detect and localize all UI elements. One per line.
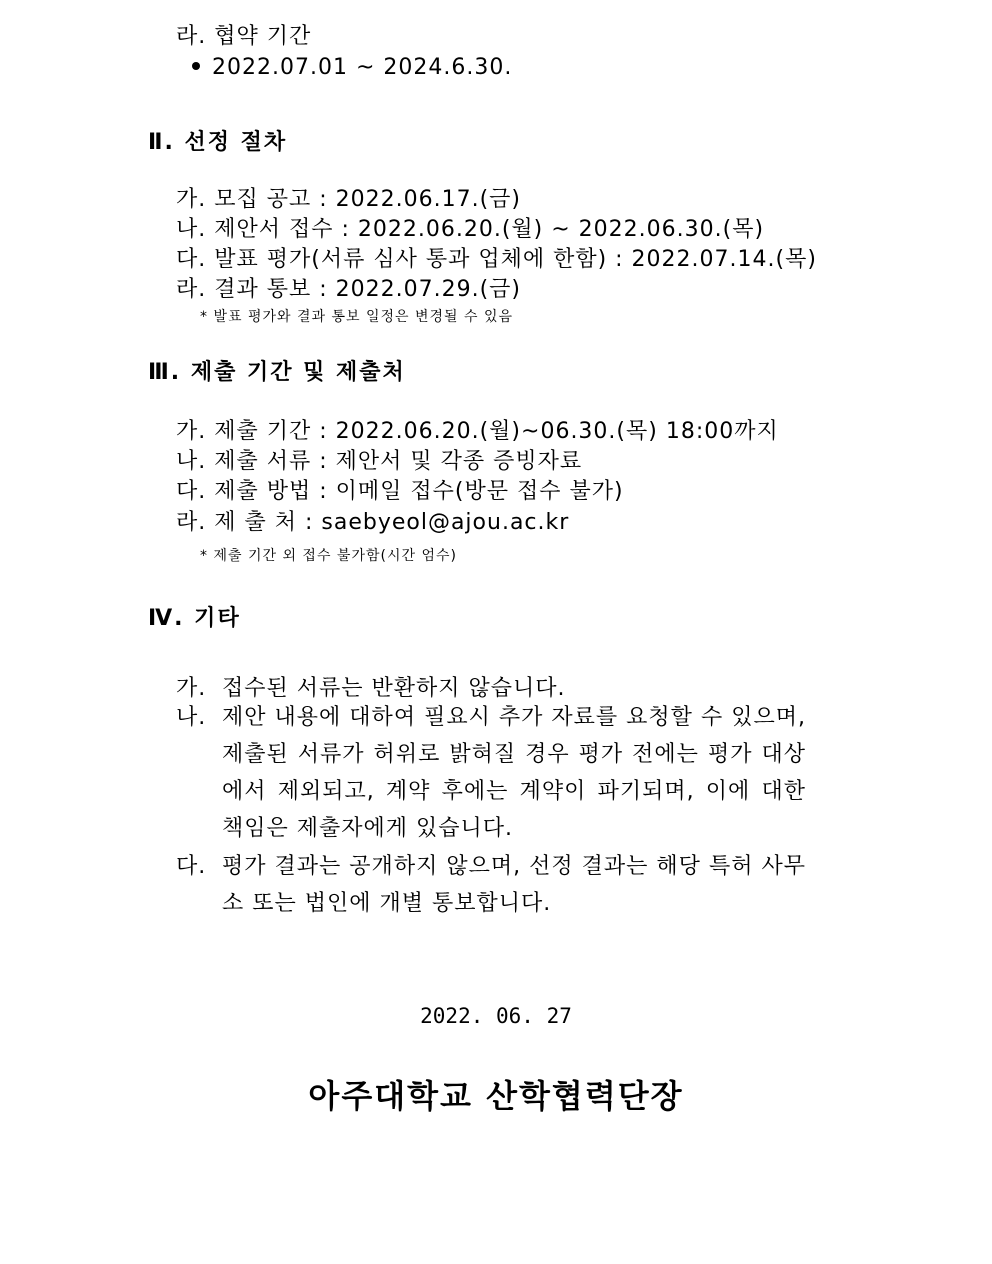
section2-item-3: 다. 발표 평가(서류 심사 통과 업체에 한함) : 2022.07.14.(목) — [176, 247, 817, 272]
period-bullet-item — [192, 53, 512, 83]
section2-item-1: 가. 모집 공고 : 2022.06.17.(금) — [176, 187, 522, 212]
signature: 아주대학교 산학협력단장 — [308, 1077, 684, 1115]
section2-item-4: 라. 결과 통보 : 2022.07.29.(금) — [176, 277, 522, 302]
section2-item-2: 나. 제안서 접수 : 2022.06.20.(월) ~ 2022.06.30.(목) — [176, 217, 765, 242]
section4-item-2-num: 나. — [176, 705, 207, 730]
section3-item-3: 다. 제출 방법 : 이메일 접수(방문 접수 불가) — [176, 479, 624, 504]
section3-item-4: 라. 제 출 처 : saebyeol@ajou.ac.kr — [176, 510, 570, 535]
section3-title: Ⅲ. 제출 기간 및 제출처 — [148, 360, 406, 385]
section2-title: Ⅱ. 선정 절차 — [148, 130, 288, 155]
section2-note: * 발표 평가와 결과 통보 일정은 변경될 수 있음 — [200, 309, 514, 325]
section4-item-3-num: 다. — [176, 854, 207, 879]
section3-note: * 제출 기간 외 접수 불가함(시간 엄수) — [200, 548, 457, 564]
document-date: 2022. 06. 27 — [420, 1004, 572, 1028]
section4-item-2-text: 제안 내용에 대하여 필요시 추가 자료를 요청할 수 있으며, 제출된 서류가 허위로 밝혀질 경우 평가 전에는 평가 대상에서 제외되고, 계약 후에는 계약이 파기되며, 이에 대한 책임은 제출자에게 있습니다. — [222, 705, 806, 841]
section4-item-1-num: 가. — [176, 676, 207, 701]
bullet-dot-icon — [192, 62, 200, 70]
section3-item-2: 나. 제출 서류 : 제안서 및 각종 증빙자료 — [176, 449, 583, 474]
section4-item-3-text: 평가 결과는 공개하지 않으며, 선정 결과는 해당 특허 사무소 또는 법인에 개별 통보합니다. — [222, 854, 806, 916]
section3-item-1: 가. 제출 기간 : 2022.06.20.(월)~06.30.(목) 18:00까지 — [176, 419, 779, 444]
period-label: 라. 협약 기간 — [176, 24, 312, 49]
section4-item-3 — [176, 848, 806, 922]
period-bullet-text: 2022.07.01 ~ 2024.6.30. — [212, 55, 513, 80]
section4-item-1-text: 접수된 서류는 반환하지 않습니다. — [222, 676, 566, 701]
section4-title: Ⅳ. 기타 — [148, 606, 241, 631]
section4-item-2 — [176, 699, 806, 847]
